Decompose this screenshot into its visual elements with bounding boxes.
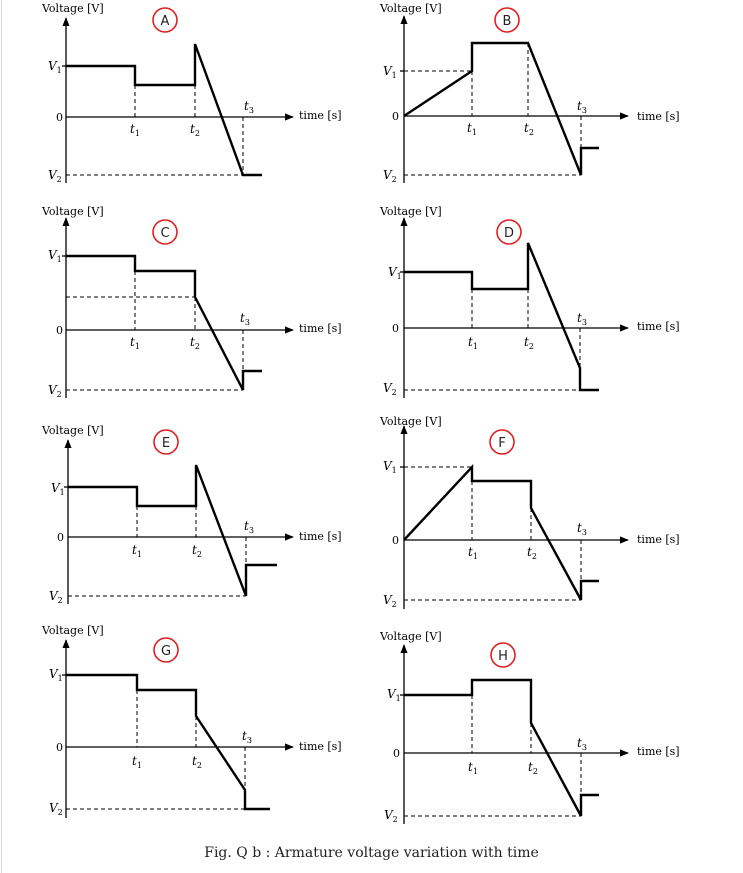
zero-label: 0 — [56, 324, 63, 337]
v2-label: $V_2$ — [383, 381, 397, 397]
panel-a — [41, 2, 342, 184]
y-axis-label: Voltage [V] — [42, 205, 104, 218]
t1-label: $t_1$ — [132, 543, 142, 559]
y-axis-label: Voltage [V] — [42, 424, 104, 437]
v1-label: $V_1$ — [388, 265, 402, 281]
y-axis-label: Voltage [V] — [42, 2, 104, 15]
voltage-waveform — [404, 467, 599, 600]
x-axis-label: time [s] — [299, 740, 342, 753]
v2-label: $V_2$ — [48, 383, 62, 399]
v2-label: $V_2$ — [49, 801, 63, 817]
panel-badge-letter: H — [498, 649, 508, 664]
x-axis-label: time [s] — [637, 110, 680, 123]
panel-badge-letter: B — [502, 14, 512, 29]
v2-label: $V_2$ — [383, 593, 397, 609]
v1-label: $V_1$ — [48, 59, 62, 75]
t2-label: $t_2$ — [528, 760, 538, 776]
t2-label: $t_2$ — [190, 335, 200, 351]
t3-label: $t_3$ — [240, 311, 250, 327]
zero-label: 0 — [392, 110, 399, 123]
t3-label: $t_3$ — [244, 99, 254, 115]
v1-label: $V_1$ — [49, 667, 63, 683]
t1-label: $t_1$ — [132, 754, 142, 770]
x-axis-label: time [s] — [299, 109, 342, 122]
t2-label: $t_2$ — [192, 754, 202, 770]
t1-label: $t_1$ — [467, 121, 477, 137]
voltage-waveform — [404, 243, 599, 390]
t3-label: $t_3$ — [577, 311, 587, 327]
x-axis-label: time [s] — [299, 322, 342, 335]
panel-h — [379, 630, 680, 824]
t3-label: $t_3$ — [244, 519, 254, 535]
y-axis-label: Voltage [V] — [380, 2, 442, 15]
panel-f — [379, 415, 680, 609]
zero-label: 0 — [392, 534, 399, 547]
zero-label: 0 — [56, 111, 63, 124]
voltage-waveform — [66, 675, 270, 809]
zero-label: 0 — [57, 531, 64, 544]
panel-badge-letter: C — [160, 226, 170, 241]
panel-badge-letter: D — [503, 226, 515, 241]
v2-label: $V_2$ — [384, 808, 398, 824]
v1-label: $V_1$ — [383, 459, 397, 475]
t3-label: $t_3$ — [577, 736, 587, 752]
zero-label: 0 — [392, 322, 399, 335]
t2-label: $t_2$ — [190, 122, 200, 138]
v1-label: $V_1$ — [387, 687, 401, 703]
t3-label: $t_3$ — [242, 729, 252, 745]
t3-label: $t_3$ — [577, 521, 587, 537]
zero-label: 0 — [393, 747, 400, 760]
x-axis-label: time [s] — [299, 530, 342, 543]
t1-label: $t_1$ — [468, 335, 478, 351]
v2-label: $V_2$ — [48, 168, 62, 184]
voltage-waveform — [404, 680, 599, 816]
y-axis-label: Voltage [V] — [380, 630, 442, 643]
v2-label: $V_2$ — [49, 589, 63, 605]
y-axis-label: Voltage [V] — [380, 415, 442, 428]
voltage-waveform — [404, 43, 599, 175]
t1-label: $t_1$ — [468, 545, 478, 561]
y-axis-label: Voltage [V] — [380, 205, 442, 218]
voltage-waveform — [66, 256, 262, 390]
panel-c — [41, 205, 342, 399]
panel-badge-letter: A — [160, 14, 170, 29]
zero-label: 0 — [56, 741, 63, 754]
t2-label: $t_2$ — [527, 545, 537, 561]
t1-label: $t_1$ — [130, 122, 140, 138]
v1-label: $V_1$ — [51, 481, 65, 497]
y-axis-label: Voltage [V] — [42, 624, 104, 637]
t1-label: $t_1$ — [130, 335, 140, 351]
x-axis-label: time [s] — [637, 320, 680, 333]
panel-g — [41, 624, 342, 818]
t2-label: $t_2$ — [524, 335, 534, 351]
panel-b — [379, 2, 680, 184]
panel-badge-letter: E — [161, 436, 171, 451]
panel-badge-letter: F — [498, 436, 506, 451]
t3-label: $t_3$ — [577, 99, 587, 115]
t2-label: $t_2$ — [524, 121, 534, 137]
v1-label: $V_1$ — [48, 248, 62, 264]
x-axis-label: time [s] — [637, 533, 680, 546]
x-axis-label: time [s] — [637, 745, 680, 758]
figure-caption: Fig. Q b : Armature voltage variation with time — [204, 845, 539, 861]
panel-badge-letter: G — [160, 644, 172, 659]
v1-label: $V_1$ — [383, 64, 397, 80]
v2-label: $V_2$ — [383, 168, 397, 184]
panel-d — [379, 205, 680, 398]
panel-e — [41, 424, 342, 605]
voltage-waveform — [66, 44, 262, 175]
t1-label: $t_1$ — [468, 760, 478, 776]
t2-label: $t_2$ — [192, 543, 202, 559]
